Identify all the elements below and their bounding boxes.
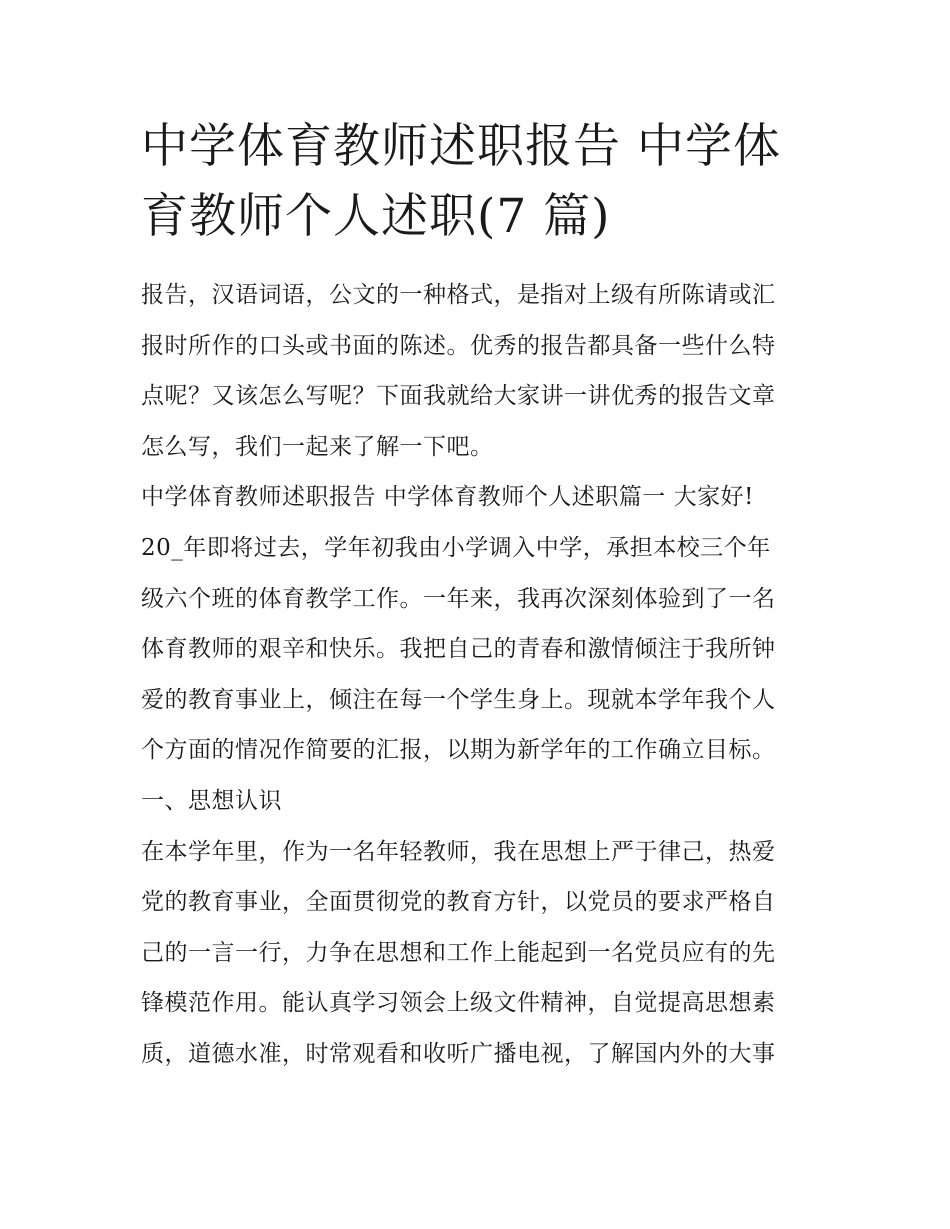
body-line: 报告，汉语词语，公文的一种格式，是指对上级有所陈请或汇 <box>141 282 776 308</box>
section-heading: 一、思想认识 <box>141 787 282 814</box>
body-line: 点呢？又该怎么写呢？下面我就给大家讲一讲优秀的报告文章 <box>141 383 776 410</box>
body-line: 级六个班的体育教学工作。一年来，我再次深刻体验到了一名 <box>141 585 776 612</box>
body-line: 质，道德水准，时常观看和收听广播电视，了解国内外的大事 <box>141 1040 776 1067</box>
body-line: 党的教育事业，全面贯彻党的教育方针，以党员的要求严格自 <box>141 889 776 916</box>
body-line: 己的一言一行，力争在思想和工作上能起到一名党员应有的先 <box>141 939 776 966</box>
title-line-2: 育教师个人述职(7 篇) <box>141 189 611 244</box>
body-line: 怎么写，我们一起来了解一下吧。 <box>141 433 494 460</box>
body-line: 中学体育教师述职报告 中学体育教师个人述职篇一 大家好! <box>141 484 754 511</box>
body-line: 锋模范作用。能认真学习领会上级文件精神，自觉提高思想素 <box>141 990 776 1017</box>
title-line-1: 中学体育教师述职报告 中学体 <box>141 119 781 174</box>
body-line: 爱的教育事业上，倾注在每一个学生身上。现就本学年我个人 <box>141 686 776 713</box>
body-line: 体育教师的艰辛和快乐。我把自己的青春和激情倾注于我所钟 <box>141 636 776 663</box>
body-line: 报时所作的口头或书面的陈述。优秀的报告都具备一些什么特 <box>141 332 776 359</box>
body-line: 个方面的情况作简要的汇报，以期为新学年的工作确立目标。 <box>141 737 776 764</box>
document-title <box>141 112 813 252</box>
body-line: 在本学年里，作为一名年轻教师，我在思想上严于律己，热爱 <box>141 838 776 865</box>
document-page <box>141 112 813 1080</box>
body-line: 20_年即将过去，学年初我由小学调入中学，承担本校三个年 <box>141 534 771 561</box>
document-body <box>141 270 813 1080</box>
